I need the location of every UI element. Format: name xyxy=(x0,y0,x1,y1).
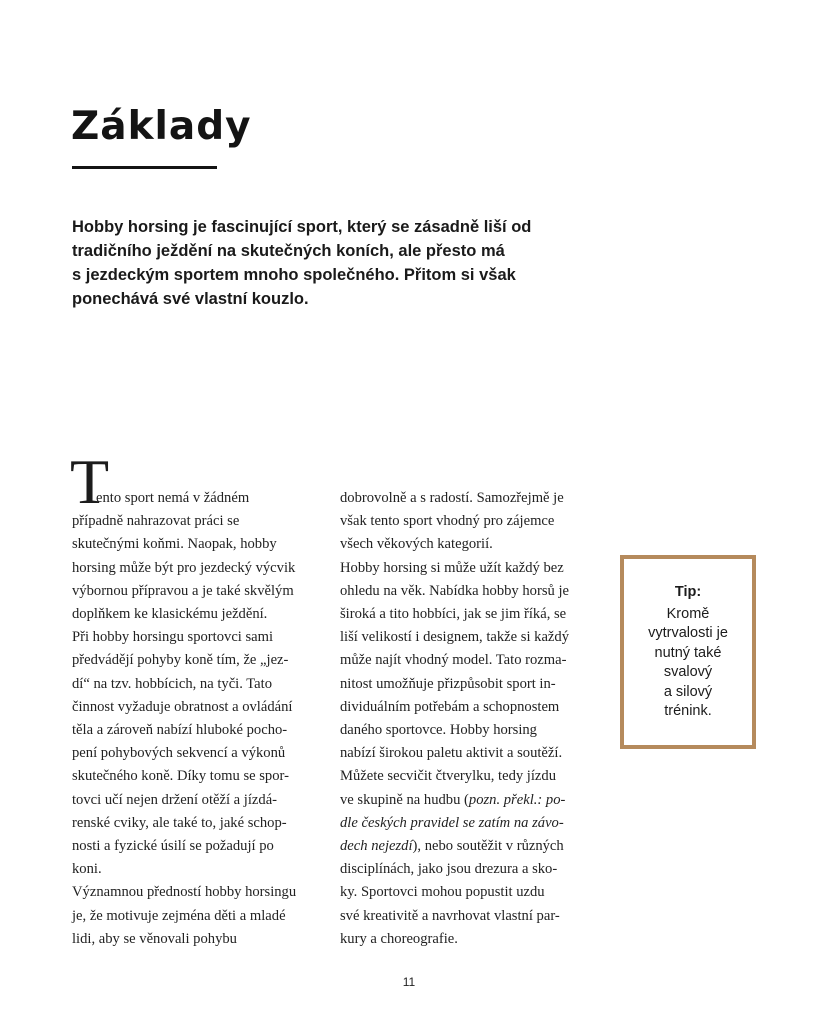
text-line: ohledu na věk. Nabídka hobby horsů je xyxy=(340,582,569,599)
body-column-right xyxy=(340,487,600,951)
text-line: dobrovolně a s radostí. Samozřejmě je xyxy=(340,490,564,506)
tip-content xyxy=(624,583,752,722)
text-line: daného sportovce. Hobby horsing xyxy=(340,722,537,739)
text-line: své kreativitě a navrhovat vlastní par- xyxy=(340,907,560,924)
text-line: dí“ na tzv. hobbícich, na tyči. Tato xyxy=(72,675,272,692)
text-line: pení pohybových sekvencí a výkonů xyxy=(72,745,286,762)
text-line: je, že motivuje zejména děti a mladé xyxy=(72,907,286,924)
text-line: koni. xyxy=(72,861,102,878)
text-line: všech věkových kategorií. xyxy=(340,536,493,553)
text-line: Můžete secvičit čtverylku, tedy jízdu xyxy=(340,768,556,785)
text-line: lidi, aby se věnovali pohybu xyxy=(72,930,237,947)
text-line: disciplínách, jako jsou drezura a sko- xyxy=(340,861,558,878)
text-line: doplňkem ke klasickému ježdění. xyxy=(72,606,268,623)
tip-line: vytrvalosti je xyxy=(648,625,728,641)
intro-line: s jezdeckým sportem mnoho společného. Přitom si však xyxy=(72,266,516,284)
text-line: nosti a fyzické úsilí se požadují po xyxy=(72,838,274,855)
translator-note: dle českých pravidel se zatím na závo- xyxy=(340,814,564,831)
text-line: předvádějí pohyby koně tím, že „jez- xyxy=(72,652,289,669)
page-number: 11 xyxy=(402,975,416,989)
page-title: Základy xyxy=(71,104,252,149)
intro-paragraph xyxy=(72,215,552,311)
tip-line: nutný také xyxy=(654,644,722,661)
text-line: může najít vhodný model. Tato rozma- xyxy=(340,652,567,669)
text-line: liší velikostí i designem, takže si každý xyxy=(340,629,569,646)
text-line: dividuálním potřebám a schopnostem xyxy=(340,698,560,715)
tip-line: Kromě xyxy=(666,605,710,622)
text-line: činnost vyžaduje obratnost a ovládání xyxy=(72,698,293,715)
tip-box xyxy=(620,555,756,749)
translator-note: dech nejezdí xyxy=(340,838,413,855)
tip-line: svalový xyxy=(663,664,713,680)
intro-line: tradičního ježdění na skutečných koních, ale přesto má xyxy=(72,242,505,260)
text-line: Při hobby horsingu sportovci sami xyxy=(72,629,274,646)
text-line: široká a tito hobbíci, jak se jim říká, se xyxy=(340,606,567,623)
text-line: ento sport nemá v žádném xyxy=(96,490,250,506)
intro-line: Hobby horsing je fascinující sport, který se zásadně liší od xyxy=(72,218,532,236)
translator-note: pozn. překl.: po- xyxy=(468,791,566,808)
text-line: Významnou předností hobby horsingu xyxy=(72,884,297,901)
text-line: výbornou přípravou a je také skvělým xyxy=(72,582,294,599)
text-line: kury a choreografie. xyxy=(340,930,458,947)
text-line: ky. Sportovci mohou popustit uzdu xyxy=(340,884,545,901)
text-line: Hobby horsing si může užít každý bez xyxy=(340,559,564,576)
text-line: nitost umožňuje přizpůsobit sport in- xyxy=(340,675,556,692)
text-line: skutečného koně. Díky tomu se spor- xyxy=(72,768,289,785)
text-line: horsing může být pro jezdecký výcvik xyxy=(72,559,296,576)
tip-line: a silový xyxy=(663,683,713,700)
text-line: případně nahrazovat práci se xyxy=(72,513,240,530)
text-line: však tento sport vhodný pro zájemce xyxy=(340,513,555,530)
tip-label: Tip: xyxy=(674,584,702,600)
text-line: nabízí širokou paletu aktivit a soutěží. xyxy=(340,745,563,762)
text-segment: ve skupině na hudbu ( xyxy=(340,791,469,808)
tip-line: trénink. xyxy=(664,703,712,719)
text-line: těla a zároveň nabízí hluboké pocho- xyxy=(72,722,288,739)
body-column-left xyxy=(72,487,322,951)
text-line xyxy=(340,789,600,812)
drop-cap: T xyxy=(70,446,110,517)
intro-line: ponechává své vlastní kouzlo. xyxy=(72,290,309,308)
text-line: renské cviky, ale také to, jaké schop- xyxy=(72,814,287,831)
text-segment: ), nebo soutěžit v různých xyxy=(412,838,564,855)
text-line: skutečnými koňmi. Naopak, hobby xyxy=(72,536,277,553)
text-line xyxy=(340,835,600,858)
text-line: tovci učí nejen držení otěží a jízdá- xyxy=(72,791,278,808)
title-underline xyxy=(72,166,217,169)
